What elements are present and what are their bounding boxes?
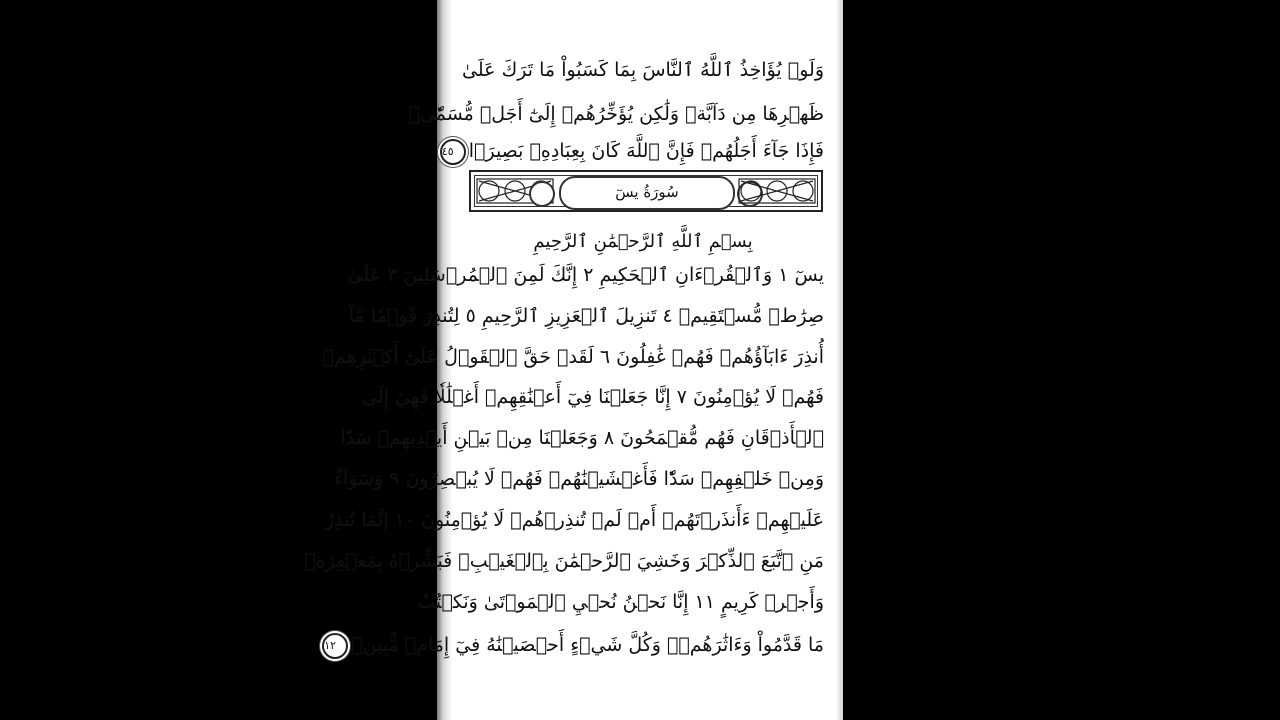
text-line-1: وَلَوۡ يُؤَاخِذُ ٱللَّهُ ٱلنَّاسَ بِمَا كَسَبُواْ مَا تَرَكَ عَلَىٰ xyxy=(462,59,824,81)
text-line-2: ظَهۡرِهَا مِن دَآبَّةٖ وَلَٰكِن يُؤَخِّرُهُمۡ إِلَىٰٓ أَجَلٖ مُّسَمّٗىۖ xyxy=(408,103,824,125)
ornament-knob-left xyxy=(529,181,555,207)
text-line-12: وَأَجۡرٖ كَرِيمٍ ١١ إِنَّا نَحۡنُ نُحۡيِ ٱلۡمَوۡتَىٰ وَنَكۡتُبُ xyxy=(417,591,824,613)
text-line-7: فَهُمۡ لَا يُؤۡمِنُونَ ٧ إِنَّا جَعَلۡنَا فِيٓ أَعۡنَٰقِهِمۡ أَغۡلَٰلٗا فَهِيَ إِلَى xyxy=(362,386,824,408)
text-line-4: يسٓ ١ وَٱلۡقُرۡءَانِ ٱلۡحَكِيمِ ٢ إِنَّكَ لَمِنَ ٱلۡمُرۡسَلِينَ ٣ عَلَىٰ xyxy=(347,264,824,286)
ornament-pattern-right-icon xyxy=(737,177,817,205)
page-edge-shadow xyxy=(836,0,843,720)
text-line-11: مَنِ ٱتَّبَعَ ٱلذِّكۡرَ وَخَشِيَ ٱلرَّحۡمَٰنَ بِٱلۡغَيۡبِۖ فَبَشِّرۡهُ بِمَغۡفِرَةٖ xyxy=(304,550,824,572)
text-line-10: عَلَيۡهِمۡ ءَأَنذَرۡتَهُمۡ أَمۡ لَمۡ تُنذِرۡهُمۡ لَا يُؤۡمِنُونَ ١٠ إِنَّمَا تُنذِرُ xyxy=(325,509,824,531)
basmala: بِسۡمِ ٱللَّهِ ٱلرَّحۡمَٰنِ ٱلرَّحِيمِ xyxy=(533,231,753,252)
surah-header-frame xyxy=(469,170,823,212)
ayah-marker: ١٢ xyxy=(322,633,348,659)
ayah-marker: ٤٥ xyxy=(440,139,466,165)
text-line-5: صِرَٰطٖ مُّسۡتَقِيمٖ ٤ تَنزِيلَ ٱلۡعَزِيزِ ٱلرَّحِيمِ ٥ لِتُنذِرَ قَوۡمٗا مَّآ xyxy=(348,305,824,327)
text-line-3: فَإِذَا جَآءَ أَجَلُهُمۡ فَإِنَّ ٱللَّهَ كَانَ بِعِبَادِهِۦ بَصِيرَۢا٤٥ xyxy=(462,133,824,169)
text-line-6: أُنذِرَ ءَابَآؤُهُمۡ فَهُمۡ غَٰفِلُونَ ٦ لَقَدۡ حَقَّ ٱلۡقَوۡلُ عَلَىٰٓ أَكۡثَرِهِمۡ xyxy=(322,346,824,368)
text-line-8: ٱلۡأَذۡقَانِ فَهُم مُّقۡمَحُونَ ٨ وَجَعَلۡنَا مِنۢ بَيۡنِ أَيۡدِيهِمۡ سَدّٗا xyxy=(340,427,824,449)
surah-title: سُورَةُ يسٓ xyxy=(559,176,735,210)
text-line-9: وَمِنۡ خَلۡفِهِمۡ سَدّٗا فَأَغۡشَيۡنَٰهُمۡ فَهُمۡ لَا يُبۡصِرُونَ ٩ وَسَوَآءٌ xyxy=(334,468,824,490)
text-line-13: مَا قَدَّمُواْ وَءَاثَٰرَهُمۡۚ وَكُلَّ شَيۡءٍ أَحۡصَيۡنَٰهُ فِيٓ إِمَامٖ مُّبِينٖ١٢ xyxy=(462,627,824,663)
